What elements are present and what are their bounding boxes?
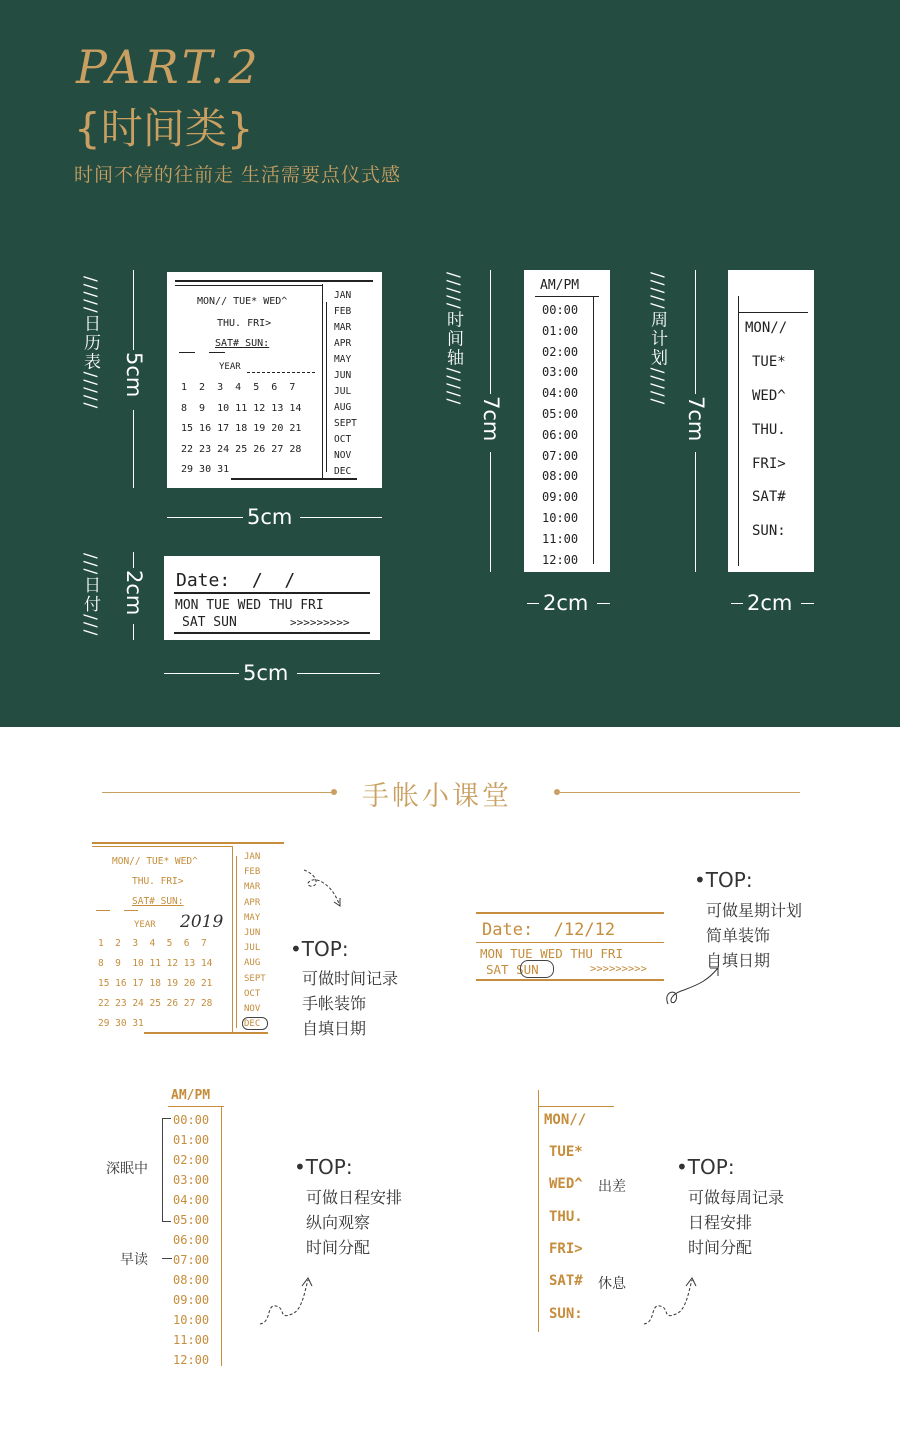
calendar-example <box>92 842 292 1036</box>
week-day: SAT# <box>549 1273 583 1289</box>
time-slot: 08:00 <box>173 1273 210 1287</box>
week-day: MON// <box>544 1112 587 1128</box>
week-day: WED^ <box>549 1176 583 1192</box>
doodle-arrow-icon <box>640 1274 702 1328</box>
calendar-row: 8 9 10 11 12 13 14 <box>98 958 213 969</box>
example-weekday-line3: SAT# SUN: <box>132 896 184 907</box>
time-slot: 10:00 <box>542 510 579 525</box>
time-slot: 07:00 <box>542 448 579 463</box>
tip-line: 时间分配 <box>688 1238 753 1257</box>
week-day: FRI> <box>549 1241 583 1257</box>
note-trip: 出差 <box>598 1179 626 1195</box>
example-months <box>244 850 266 1032</box>
time-slot: 11:00 <box>542 531 579 546</box>
calendar-label: /////日历表///// <box>80 276 100 411</box>
example-weekday-line2: THU. FRI> <box>132 876 184 887</box>
tip-line: 自填日期 <box>302 1019 367 1038</box>
timeline-stamp-card <box>524 270 610 572</box>
example-timeline-header: AM/PM <box>171 1088 211 1103</box>
note-sleep: 深眠中 <box>106 1161 148 1177</box>
week-day: SAT# <box>752 489 786 505</box>
month: JAN <box>334 290 352 301</box>
tip-line: 简单装饰 <box>706 926 771 945</box>
bracket-mark <box>162 1118 171 1222</box>
week-day: FRI> <box>752 456 786 472</box>
time-slot: 12:00 <box>542 552 579 567</box>
tip-heading: •TOP: <box>694 868 753 892</box>
dim-line <box>300 517 382 518</box>
calendar-width-dim: 5cm <box>247 505 293 529</box>
time-slot: 05:00 <box>542 406 579 421</box>
doodle-arrow-icon <box>256 1274 318 1328</box>
month: JUL <box>244 943 261 954</box>
calendar-stamp-card <box>167 272 382 488</box>
calendar-row: 15 16 17 18 19 20 21 <box>181 423 302 434</box>
time-slot: 06:00 <box>173 1233 210 1247</box>
tick-mark <box>162 1258 172 1259</box>
month: NOV <box>244 1004 261 1015</box>
dim-line <box>801 603 814 604</box>
tip-line: 可做日程安排 <box>306 1188 403 1207</box>
date-weekdays: MON TUE WED THU FRI <box>175 598 324 613</box>
date-filled-text: Date: /12/12 <box>482 920 616 940</box>
week-day: THU. <box>752 422 786 438</box>
timeline-header: AM/PM <box>540 278 580 293</box>
date-stamp-card <box>164 556 380 640</box>
month: OCT <box>244 988 261 999</box>
month: APR <box>334 338 352 349</box>
calendar-row: 22 23 24 25 26 27 28 <box>98 998 213 1009</box>
month: JUN <box>334 370 352 381</box>
week-day: THU. <box>549 1209 583 1225</box>
time-slot: 02:00 <box>173 1153 210 1167</box>
time-slot: 02:00 <box>542 344 579 359</box>
week-day: TUE* <box>752 354 786 370</box>
calendar-row: 29 30 31 <box>98 1018 144 1029</box>
week-day: MON// <box>745 320 788 336</box>
timeline-width-dim: 2cm <box>543 591 589 615</box>
dim-line <box>695 452 696 572</box>
time-slot: 00:00 <box>173 1113 210 1127</box>
calendar-row: 22 23 24 25 26 27 28 <box>181 443 302 455</box>
month: AUG <box>244 958 261 969</box>
tip-line: 可做每周记录 <box>688 1188 785 1207</box>
month: MAY <box>244 912 261 923</box>
time-slot: 10:00 <box>173 1313 210 1327</box>
calendar-row: 29 30 31 <box>181 464 230 475</box>
time-slot: 09:00 <box>542 490 579 505</box>
calendar-days <box>181 378 301 481</box>
handwritten-year: 2019 <box>180 912 224 932</box>
example-days <box>98 934 212 1034</box>
time-slot: 08:00 <box>542 469 579 484</box>
timeline-label: /////时间轴///// <box>443 272 463 407</box>
dim-line <box>133 552 134 568</box>
tip-line: 纵向观察 <box>306 1213 371 1232</box>
weekplan-stamp-card <box>728 270 814 572</box>
example-weekday-line1: MON// TUE* WED^ <box>112 856 198 867</box>
tip-heading: •TOP: <box>676 1155 735 1179</box>
month: JUN <box>244 928 261 939</box>
tip-line: 可做星期计划 <box>706 901 803 920</box>
calendar-row: 8 9 10 11 12 13 14 <box>181 402 302 414</box>
month: JUL <box>334 386 352 397</box>
date-arrows: >>>>>>>>> <box>290 616 350 629</box>
circle-mark <box>242 1017 268 1030</box>
dim-line <box>133 270 134 350</box>
note-reading: 早读 <box>120 1252 148 1268</box>
example-year-label: YEAR <box>134 920 156 930</box>
title-rule-right <box>560 792 800 793</box>
tip-line: 自填日期 <box>706 951 771 970</box>
date-label-text: Date: / / <box>176 570 296 591</box>
date-width-dim: 5cm <box>243 661 289 685</box>
month: SEPT <box>334 418 357 429</box>
calendar-weekday-line2: THU. FRI> <box>217 318 272 329</box>
time-slot: 12:00 <box>173 1353 210 1367</box>
time-slot: 04:00 <box>542 386 579 401</box>
time-slot: 11:00 <box>173 1333 210 1347</box>
dim-line <box>597 603 610 604</box>
part-title: PART.2 <box>76 40 262 94</box>
calendar-row: 1 2 3 4 5 6 7 <box>181 382 296 393</box>
weekplan-label: /////周计划///// <box>647 272 667 407</box>
month: SEPT <box>244 973 266 984</box>
calendar-weekday-line3: SAT# SUN: <box>215 338 270 349</box>
time-slot: 07:00 <box>173 1253 210 1267</box>
dim-line <box>167 517 243 518</box>
month: JAN <box>244 852 261 862</box>
month: FEB <box>244 867 261 878</box>
example-date-arrows: >>>>>>>>> <box>590 963 647 975</box>
dim-line <box>490 452 491 572</box>
calendar-height-dim: 5cm <box>122 352 146 398</box>
title-rule-left <box>102 792 334 793</box>
timeline-times <box>542 300 578 570</box>
example-date-weekdays: MON TUE WED THU FRI <box>480 946 623 961</box>
week-day: SUN: <box>549 1306 583 1322</box>
date-weekend: SAT SUN <box>182 615 237 630</box>
calendar-months <box>334 288 357 480</box>
date-height-dim: 2cm <box>122 570 146 616</box>
dim-line <box>731 603 743 604</box>
weekplan-width-dim: 2cm <box>747 591 793 615</box>
month: AUG <box>334 402 352 413</box>
month: DEC <box>334 466 352 477</box>
calendar-row: 15 16 17 18 19 20 21 <box>98 978 213 989</box>
time-slot: 09:00 <box>173 1293 210 1307</box>
month: OCT <box>334 434 352 445</box>
month: FEB <box>334 306 352 317</box>
month: NOV <box>334 450 352 461</box>
timeline-height-dim: 7cm <box>479 396 503 442</box>
weekplan-height-dim: 7cm <box>684 396 708 442</box>
calendar-row: 1 2 3 4 5 6 7 <box>98 938 207 949</box>
month: APR <box>244 897 261 908</box>
example-date-weekend: SAT SUN <box>486 962 539 977</box>
slogan: 时间不停的往前走 生活需要点仪式感 <box>74 164 402 186</box>
dim-line <box>527 603 539 604</box>
dim-line <box>133 410 134 488</box>
tip-heading: •TOP: <box>294 1155 353 1179</box>
tip-line: 日程安排 <box>688 1213 753 1232</box>
dim-line <box>695 270 696 394</box>
dim-line <box>490 270 491 394</box>
timeline-example <box>160 1086 240 1368</box>
time-slot: 04:00 <box>173 1193 210 1207</box>
doodle-arrow-icon <box>300 866 350 912</box>
tip-line: 时间分配 <box>306 1238 371 1257</box>
month: MAR <box>244 882 261 893</box>
week-day: SUN: <box>752 523 786 539</box>
note-rest: 休息 <box>598 1276 626 1292</box>
month: MAR <box>334 322 352 333</box>
week-day: WED^ <box>752 388 786 404</box>
time-slot: 01:00 <box>173 1133 210 1147</box>
weekplan-example <box>536 1090 616 1334</box>
tip-line: 可做时间记录 <box>302 969 399 988</box>
title-dot <box>331 789 337 795</box>
month: DEC <box>244 1019 261 1030</box>
time-slot: 03:00 <box>173 1173 210 1187</box>
tip-line: 手帐装饰 <box>302 994 367 1013</box>
dim-line <box>164 673 239 674</box>
category-title: {时间类} <box>74 104 254 153</box>
example-timeline-times <box>173 1110 209 1370</box>
time-slot: 03:00 <box>542 365 579 380</box>
class-title: 手帐小课堂 <box>362 781 512 812</box>
time-slot: 01:00 <box>542 323 579 338</box>
month: MAY <box>334 354 352 365</box>
date-example <box>476 912 666 982</box>
date-label: ///日付/// <box>80 553 100 638</box>
tip-heading: •TOP: <box>290 937 349 961</box>
dim-line <box>133 624 134 640</box>
circle-mark <box>520 960 554 978</box>
calendar-weekday-line1: MON// TUE* WED^ <box>197 296 288 307</box>
time-slot: 05:00 <box>173 1213 210 1227</box>
week-day: TUE* <box>549 1144 583 1160</box>
time-slot: 00:00 <box>542 303 579 317</box>
calendar-year: YEAR <box>219 362 241 372</box>
time-slot: 06:00 <box>542 427 579 442</box>
dim-line <box>297 673 380 674</box>
